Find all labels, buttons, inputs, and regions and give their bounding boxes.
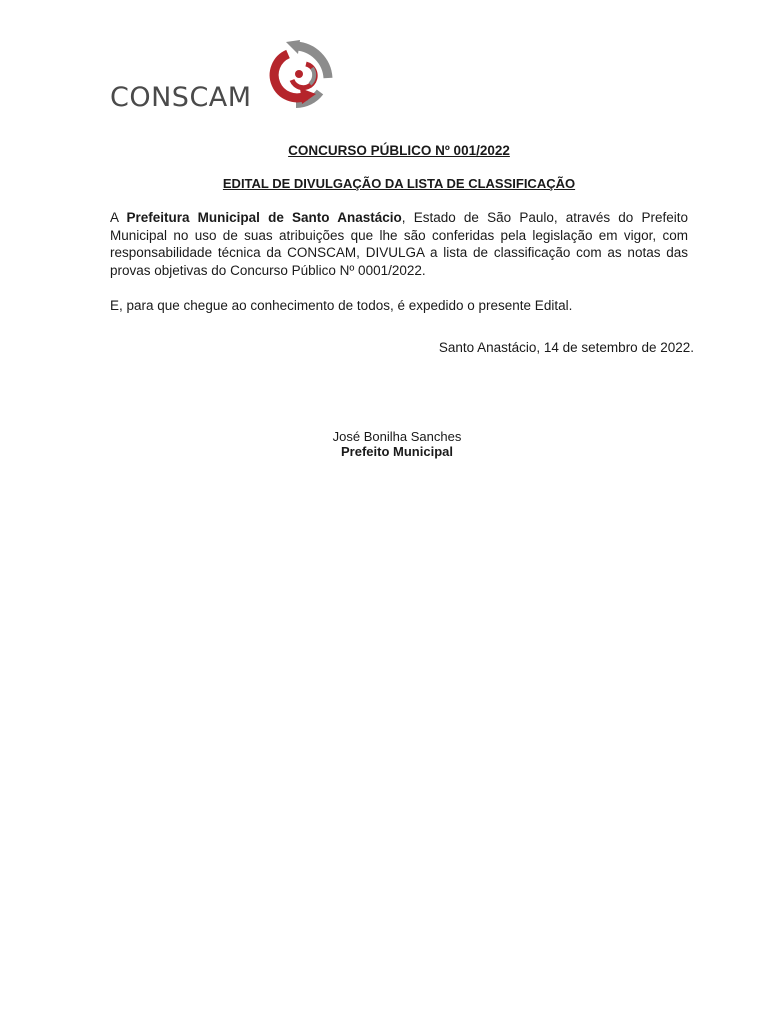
document-subtitle: EDITAL DE DIVULGAÇÃO DA LISTA DE CLASSIFICAÇÃO [222, 176, 576, 191]
conscam-logo [110, 40, 340, 120]
signatory-role: Prefeito Municipal [341, 444, 453, 459]
closing-paragraph: E, para que chegue ao conhecimento de todos, é expedido o presente Edital. [110, 298, 573, 313]
entity-name: Prefeitura Municipal de Santo Anastácio [126, 210, 402, 225]
paragraph-body: , Estado de São Paulo, através do Prefeito Municipal no uso de suas atribuições que lhe são conferidas pela legislação em vigor, com responsabilidade técnica da CONSCAM, DIVULGA a lista de classificação com as notas das provas objetivas do Concurso Público Nº 0001/2022. [110, 210, 688, 278]
paragraph-prefix: A [110, 210, 127, 225]
date-line: Santo Anastácio, 14 de setembro de 2022. [438, 340, 694, 355]
document-title: CONCURSO PÚBLICO Nº 001/2022 [288, 143, 510, 158]
main-paragraph [110, 209, 688, 279]
logo-wordmark: CONSCAM [110, 82, 252, 113]
signatory-name: José Bonilha Sanches [332, 429, 462, 444]
